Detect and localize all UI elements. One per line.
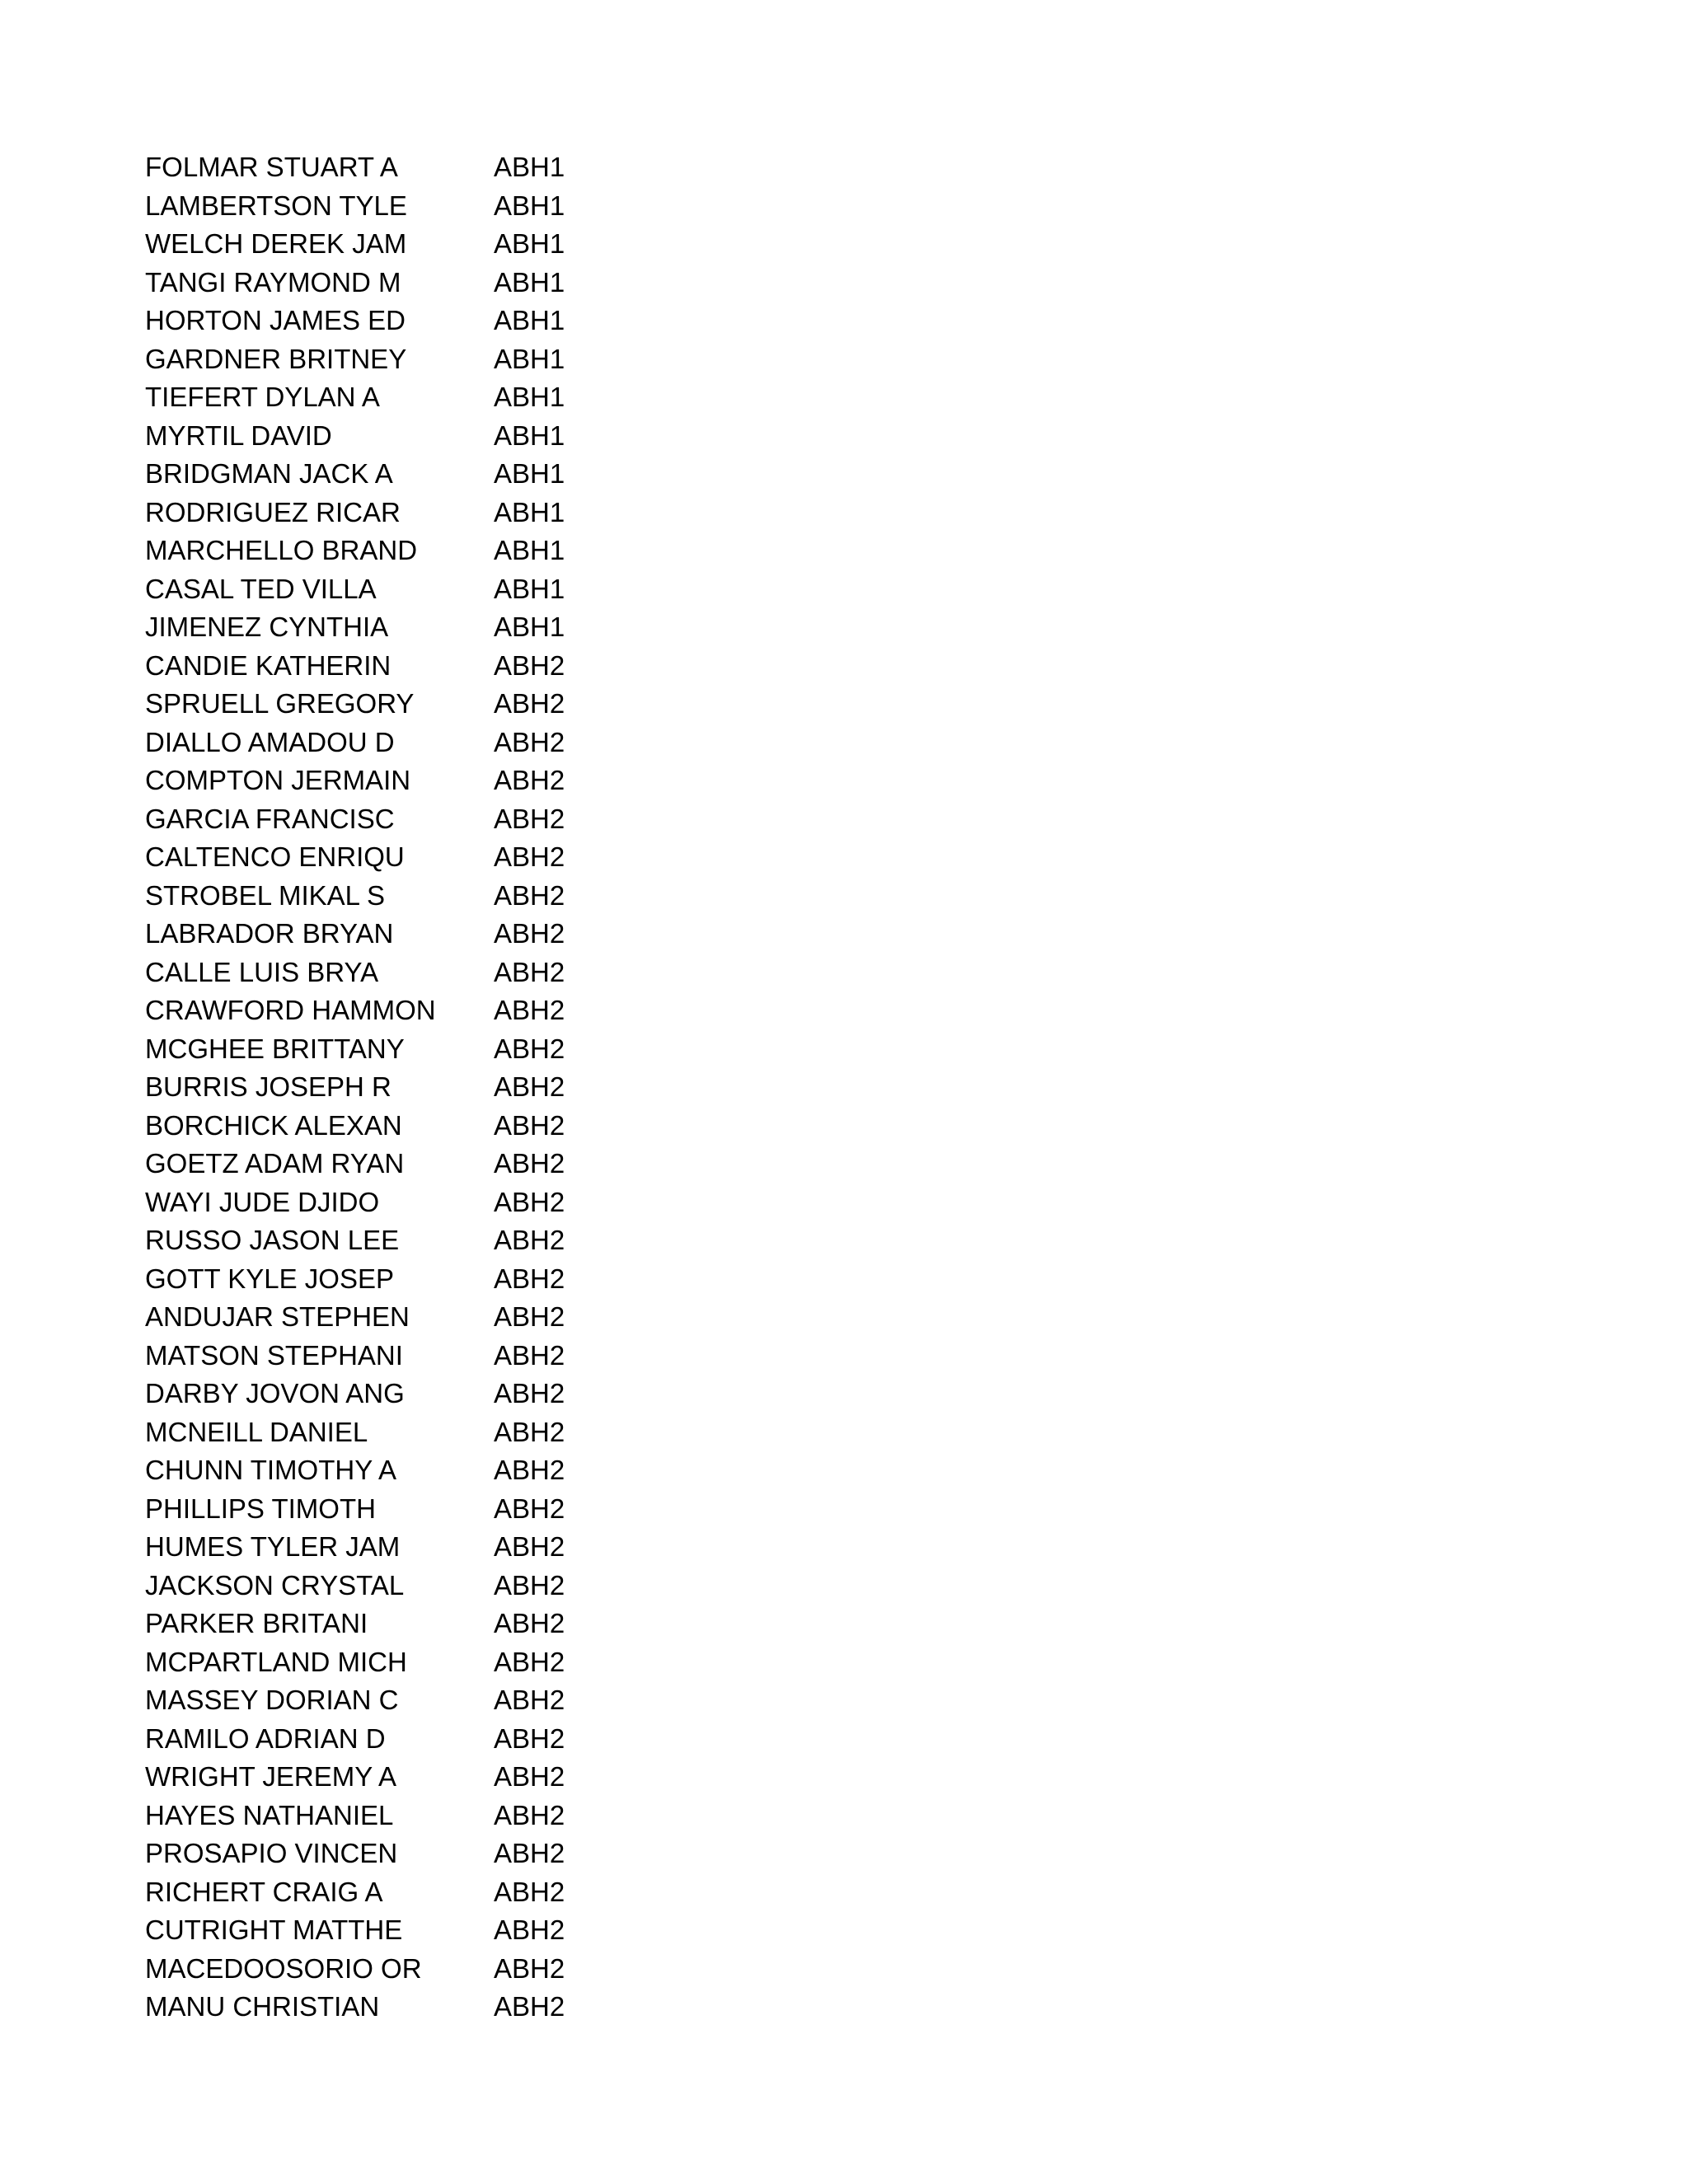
rate-code: ABH2 xyxy=(494,1685,565,1715)
list-item xyxy=(145,264,640,302)
rate-code: ABH2 xyxy=(494,1761,565,1792)
rate-code: ABH1 xyxy=(494,573,565,604)
list-item xyxy=(145,647,640,686)
person-name: RUSSO JASON LEE xyxy=(145,1225,400,1255)
rate-code: ABH1 xyxy=(494,612,565,642)
rate-code: ABH2 xyxy=(494,1991,565,2022)
person-name: CUTRIGHT MATTHE xyxy=(145,1915,403,1945)
list-item xyxy=(145,800,640,839)
person-name: ANDUJAR STEPHEN xyxy=(145,1301,410,1332)
person-name: PHILLIPS TIMOTH xyxy=(145,1493,376,1524)
rate-code: ABH2 xyxy=(494,1531,565,1562)
list-item xyxy=(145,1873,640,1912)
list-item xyxy=(145,991,640,1030)
list-item xyxy=(145,1490,640,1529)
list-item xyxy=(145,1950,640,1989)
rate-code: ABH1 xyxy=(494,343,565,374)
list-item xyxy=(145,915,640,954)
rate-code: ABH2 xyxy=(494,841,565,872)
person-name: BURRIS JOSEPH R xyxy=(145,1071,392,1102)
rate-code: ABH2 xyxy=(494,1225,565,1255)
list-item xyxy=(145,1988,640,2027)
rate-code: ABH1 xyxy=(494,266,565,298)
person-name: PARKER BRITANI xyxy=(145,1608,368,1638)
list-item xyxy=(145,1528,640,1567)
person-name: LABRADOR BRYAN xyxy=(145,918,394,949)
list-item xyxy=(145,417,640,456)
rate-code: ABH2 xyxy=(494,1838,565,1868)
person-name: MCPARTLAND MICH xyxy=(145,1646,407,1677)
list-item xyxy=(145,148,640,187)
list-item xyxy=(145,1605,640,1643)
person-name: LAMBERTSON TYLE xyxy=(145,190,407,221)
list-item xyxy=(145,187,640,226)
rate-code: ABH1 xyxy=(494,458,565,489)
person-name: RODRIGUEZ RICAR xyxy=(145,496,401,527)
list-item xyxy=(145,570,640,609)
person-name: CALLE LUIS BRYA xyxy=(145,956,379,987)
rate-code: ABH2 xyxy=(494,918,565,949)
person-name: HUMES TYLER JAM xyxy=(145,1531,401,1562)
person-name: WRIGHT JEREMY A xyxy=(145,1761,396,1792)
list-item xyxy=(145,1183,640,1222)
list-item xyxy=(145,877,640,916)
list-item xyxy=(145,1375,640,1413)
person-name: CHUNN TIMOTHY A xyxy=(145,1455,396,1485)
rate-code: ABH2 xyxy=(494,1416,565,1447)
list-item xyxy=(145,1567,640,1605)
rate-code: ABH2 xyxy=(494,688,565,719)
rate-code: ABH2 xyxy=(494,1608,565,1638)
person-name: TIEFERT DYLAN A xyxy=(145,382,380,412)
person-name: BRIDGMAN JACK A xyxy=(145,458,393,489)
person-name: HORTON JAMES ED xyxy=(145,305,406,335)
person-name: CALTENCO ENRIQU xyxy=(145,841,405,872)
person-name: GOTT KYLE JOSEP xyxy=(145,1263,394,1294)
rate-code: ABH2 xyxy=(494,1071,565,1102)
person-name: DIALLO AMADOU D xyxy=(145,726,395,757)
list-item xyxy=(145,1797,640,1835)
rate-code: ABH1 xyxy=(494,382,565,412)
person-name: RAMILO ADRIAN D xyxy=(145,1722,386,1754)
rate-code: ABH1 xyxy=(494,496,565,527)
person-name: MARCHELLO BRAND xyxy=(145,535,418,565)
list-item xyxy=(145,1221,640,1260)
person-name: WAYI JUDE DJIDO xyxy=(145,1186,380,1217)
list-item xyxy=(145,455,640,494)
list-item xyxy=(145,225,640,264)
rate-code: ABH1 xyxy=(494,190,565,221)
list-item xyxy=(145,1298,640,1337)
person-name: MACEDOOSORIO OR xyxy=(145,1952,422,1984)
list-item xyxy=(145,1911,640,1950)
person-name: BORCHICK ALEXAN xyxy=(145,1109,402,1141)
list-item xyxy=(145,1413,640,1452)
rate-code: ABH2 xyxy=(494,1148,565,1179)
rate-code: ABH1 xyxy=(494,535,565,565)
rate-code: ABH2 xyxy=(494,1952,565,1984)
person-name: GARCIA FRANCISC xyxy=(145,803,395,834)
list-item xyxy=(145,1145,640,1183)
person-name: MANU CHRISTIAN xyxy=(145,1991,380,2022)
list-item xyxy=(145,685,640,724)
rate-code: ABH2 xyxy=(494,1301,565,1332)
rate-code: ABH2 xyxy=(494,1186,565,1217)
list-item xyxy=(145,494,640,532)
rate-code: ABH2 xyxy=(494,1569,565,1601)
person-name: MCNEILL DANIEL xyxy=(145,1416,368,1447)
rate-code: ABH2 xyxy=(494,1915,565,1945)
rate-code: ABH2 xyxy=(494,1339,565,1371)
list-item xyxy=(145,1107,640,1146)
rate-code: ABH2 xyxy=(494,1799,565,1830)
list-item xyxy=(145,1068,640,1107)
list-item xyxy=(145,1720,640,1759)
person-name: RICHERT CRAIG A xyxy=(145,1876,383,1907)
rate-code: ABH2 xyxy=(494,1033,565,1064)
rate-code: ABH2 xyxy=(494,803,565,834)
list-item xyxy=(145,1260,640,1299)
rate-code: ABH2 xyxy=(494,1493,565,1524)
rate-code: ABH2 xyxy=(494,1455,565,1485)
person-name: TANGI RAYMOND M xyxy=(145,266,401,298)
person-name: STROBEL MIKAL S xyxy=(145,879,385,911)
list-item xyxy=(145,1681,640,1720)
list-item xyxy=(145,608,640,647)
person-name: HAYES NATHANIEL xyxy=(145,1799,394,1830)
list-item xyxy=(145,302,640,340)
list-item xyxy=(145,1030,640,1069)
rate-code: ABH2 xyxy=(494,995,565,1025)
list-item xyxy=(145,532,640,570)
person-name: WELCH DEREK JAM xyxy=(145,228,407,259)
person-name: JACKSON CRYSTAL xyxy=(145,1569,405,1601)
rate-code: ABH2 xyxy=(494,649,565,681)
person-name: MASSEY DORIAN C xyxy=(145,1685,399,1715)
person-name: JIMENEZ CYNTHIA xyxy=(145,612,389,642)
person-name: CASAL TED VILLA xyxy=(145,573,377,604)
roster-list xyxy=(145,148,640,2027)
list-item xyxy=(145,838,640,877)
rate-code: ABH1 xyxy=(494,228,565,259)
person-name: MATSON STEPHANI xyxy=(145,1339,403,1371)
rate-code: ABH2 xyxy=(494,1109,565,1141)
person-name: GARDNER BRITNEY xyxy=(145,343,407,374)
person-name: SPRUELL GREGORY xyxy=(145,688,415,719)
list-item xyxy=(145,1643,640,1682)
list-item xyxy=(145,378,640,417)
list-item xyxy=(145,340,640,379)
list-item xyxy=(145,1451,640,1490)
person-name: DARBY JOVON ANG xyxy=(145,1378,405,1408)
person-name: GOETZ ADAM RYAN xyxy=(145,1148,405,1179)
rate-code: ABH1 xyxy=(494,305,565,335)
person-name: MCGHEE BRITTANY xyxy=(145,1033,405,1064)
rate-code: ABH2 xyxy=(494,1378,565,1408)
rate-code: ABH2 xyxy=(494,879,565,911)
person-name: MYRTIL DAVID xyxy=(145,419,332,451)
list-item xyxy=(145,954,640,992)
rate-code: ABH2 xyxy=(494,956,565,987)
list-item xyxy=(145,1337,640,1376)
person-name: CRAWFORD HAMMON xyxy=(145,995,436,1025)
list-item xyxy=(145,1758,640,1797)
person-name: COMPTON JERMAIN xyxy=(145,765,411,795)
person-name: FOLMAR STUART A xyxy=(145,152,398,182)
rate-code: ABH2 xyxy=(494,1263,565,1294)
rate-code: ABH2 xyxy=(494,726,565,757)
rate-code: ABH2 xyxy=(494,765,565,795)
rate-code: ABH2 xyxy=(494,1722,565,1754)
rate-code: ABH2 xyxy=(494,1876,565,1907)
person-name: PROSAPIO VINCEN xyxy=(145,1838,398,1868)
rate-code: ABH1 xyxy=(494,152,565,182)
list-item xyxy=(145,724,640,762)
list-item xyxy=(145,762,640,800)
list-item xyxy=(145,1835,640,1873)
rate-code: ABH2 xyxy=(494,1646,565,1677)
person-name: CANDIE KATHERIN xyxy=(145,649,392,681)
rate-code: ABH1 xyxy=(494,419,565,451)
